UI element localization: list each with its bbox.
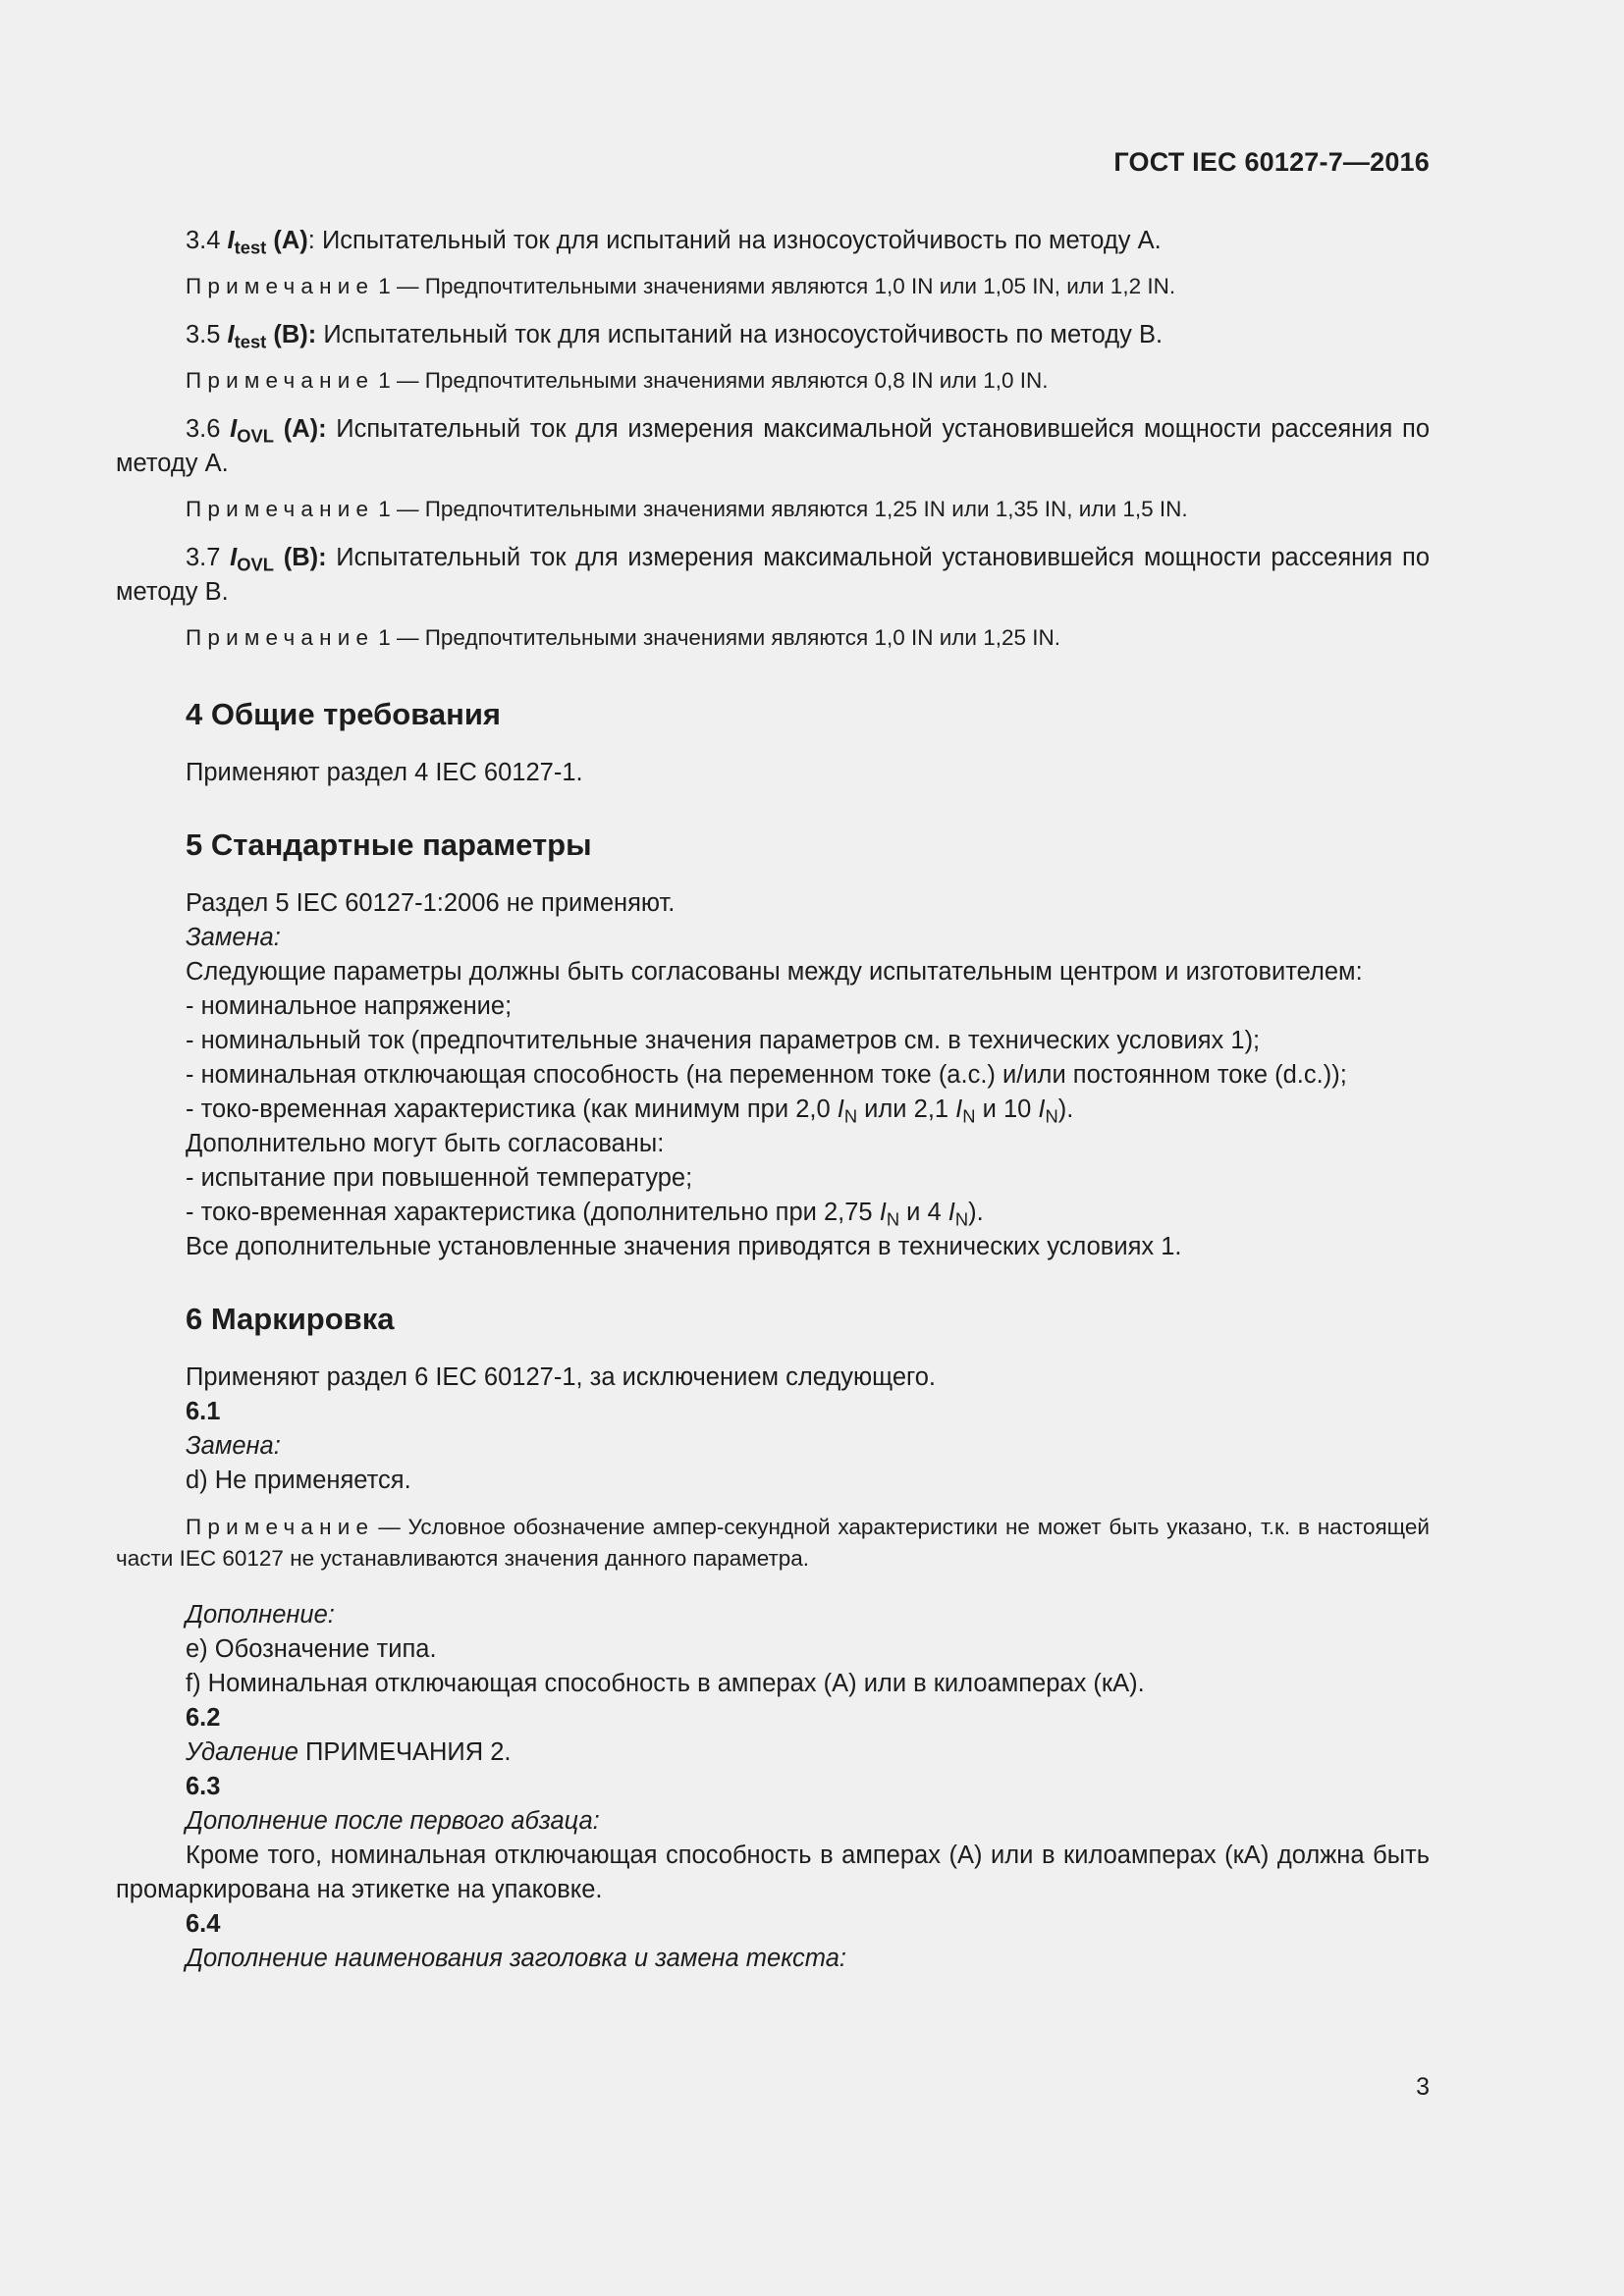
paragraph: Применяют раздел 6 IEC 60127-1, за исключением следующего. [186,1363,937,1391]
addition-label: Дополнение: [186,1601,335,1629]
page-content [116,224,1430,1976]
list-item: - номинальная отключающая способность (на переменном токе (a.c.) и/или постоянном токе (d.c.)); [186,1061,1347,1089]
paragraph: Применяют раздел 4 IEC 60127-1. [186,759,583,786]
section-heading-4: 4 Общие требования [186,697,501,731]
clause-number: 6.4 [186,1910,221,1938]
definition-text: Испытательный ток для измерения максимальной установившейся мощности рассеяния по методу B. [116,544,1431,606]
definition-text: Испытательный ток для испытаний на износоустойчивость по методу B. [316,321,1164,348]
definition-number: 3.7 [186,544,221,571]
note: Примечание 1 — Предпочтительными значениями являются 1,0 IN или 1,25 IN. [186,625,1061,650]
clause-number: 6.2 [186,1704,221,1732]
paragraph: Следующие параметры должны быть согласованы между испытательным центром и изготовителем: [186,958,1363,986]
definition-3-4: 3.4 $I_{test}$ (A): Испытательный ток для испытаний на износоустойчивость по методу A. [186,227,1162,258]
symbol: $I_{test}$ (B): [227,321,317,352]
definition-text: Испытательный ток для испытаний на износоустойчивость по методу A. [314,227,1162,254]
note: Примечание — Условное обозначение ампер-секундной характеристики не может быть указано, т.к. в настоящей части IEC 60127 не устанавливаются значения данного параметра. [116,1515,1430,1571]
note: Примечание 1 — Предпочтительными значениями являются 1,25 IN или 1,35 IN, или 1,5 IN. [186,497,1188,521]
paragraph: Удаление ПРИМЕЧАНИЯ 2. [186,1738,512,1766]
document-code: ГОСТ IEC 60127-7—2016 [1113,147,1430,177]
definition-3-7 [116,541,1430,610]
section-heading-5: 5 Стандартные параметры [186,828,592,862]
section-heading-6: 6 Маркировка [186,1302,395,1336]
definition-number: 3.5 [186,321,221,348]
note: Примечание 1 — Предпочтительными значениями являются 0,8 IN или 1,0 IN. [186,368,1049,393]
symbol: $I_{OVL}$ (A): [230,415,327,447]
definition-text: Испытательный ток для измерения максимальной установившейся мощности рассеяния по методу A. [116,415,1431,477]
clause-number: 6.1 [186,1398,221,1425]
list-item: - токо-временная характеристика (дополнительно при 2,75 $I_N$ и 4 $I_N$). [186,1199,984,1230]
symbol: $I_{test}$ (A) [227,227,308,258]
replacement-label: Замена: [186,1432,281,1460]
note: Примечание 1 — Предпочтительными значениями являются 1,0 IN или 1,05 IN, или 1,2 IN. [186,274,1176,298]
list-item: - номинальное напряжение; [186,992,513,1020]
section-6-body [116,1361,1430,1976]
list-item: - токо-временная характеристика (как минимум при 2,0 $I_N$ или 2,1 $I_N$ и 10 $I_N$). [186,1095,1074,1127]
replacement-label: Замена: [186,924,281,951]
paragraph: Кроме того, номинальная отключающая способность в амперах (A) или в килоамперах (кA) должна быть промаркирована на этикетке на упаковке. [116,1842,1430,1903]
symbol: $I_{OVL}$ (B): [230,544,327,575]
addition-label: Дополнение наименования заголовка и замена текста: [186,1945,846,1972]
definition-number: 3.6 [186,415,221,443]
page-number: 3 [1416,2073,1430,2101]
addition-label: Дополнение после первого абзаца: [186,1807,600,1835]
list-item: - номинальный ток (предпочтительные значения параметров см. в технических условиях 1); [186,1027,1261,1054]
list-item: f) Номинальная отключающая способность в амперах (A) или в килоамперах (кA). [186,1670,1145,1697]
section-5-body [116,886,1430,1264]
paragraph: Дополнительно могут быть согласованы: [186,1130,665,1157]
list-item: - испытание при повышенной температуре; [186,1164,693,1192]
list-item: d) Не применяется. [186,1467,411,1494]
definition-3-6 [116,412,1430,481]
definition-number: 3.4 [186,227,221,254]
paragraph: Раздел 5 IEC 60127-1:2006 не применяют. [186,889,676,917]
clause-number: 6.3 [186,1773,221,1800]
definition-3-5 [116,318,1430,352]
list-item: e) Обозначение типа. [186,1635,437,1663]
paragraph: Все дополнительные установленные значения приводятся в технических условиях 1. [186,1233,1182,1260]
